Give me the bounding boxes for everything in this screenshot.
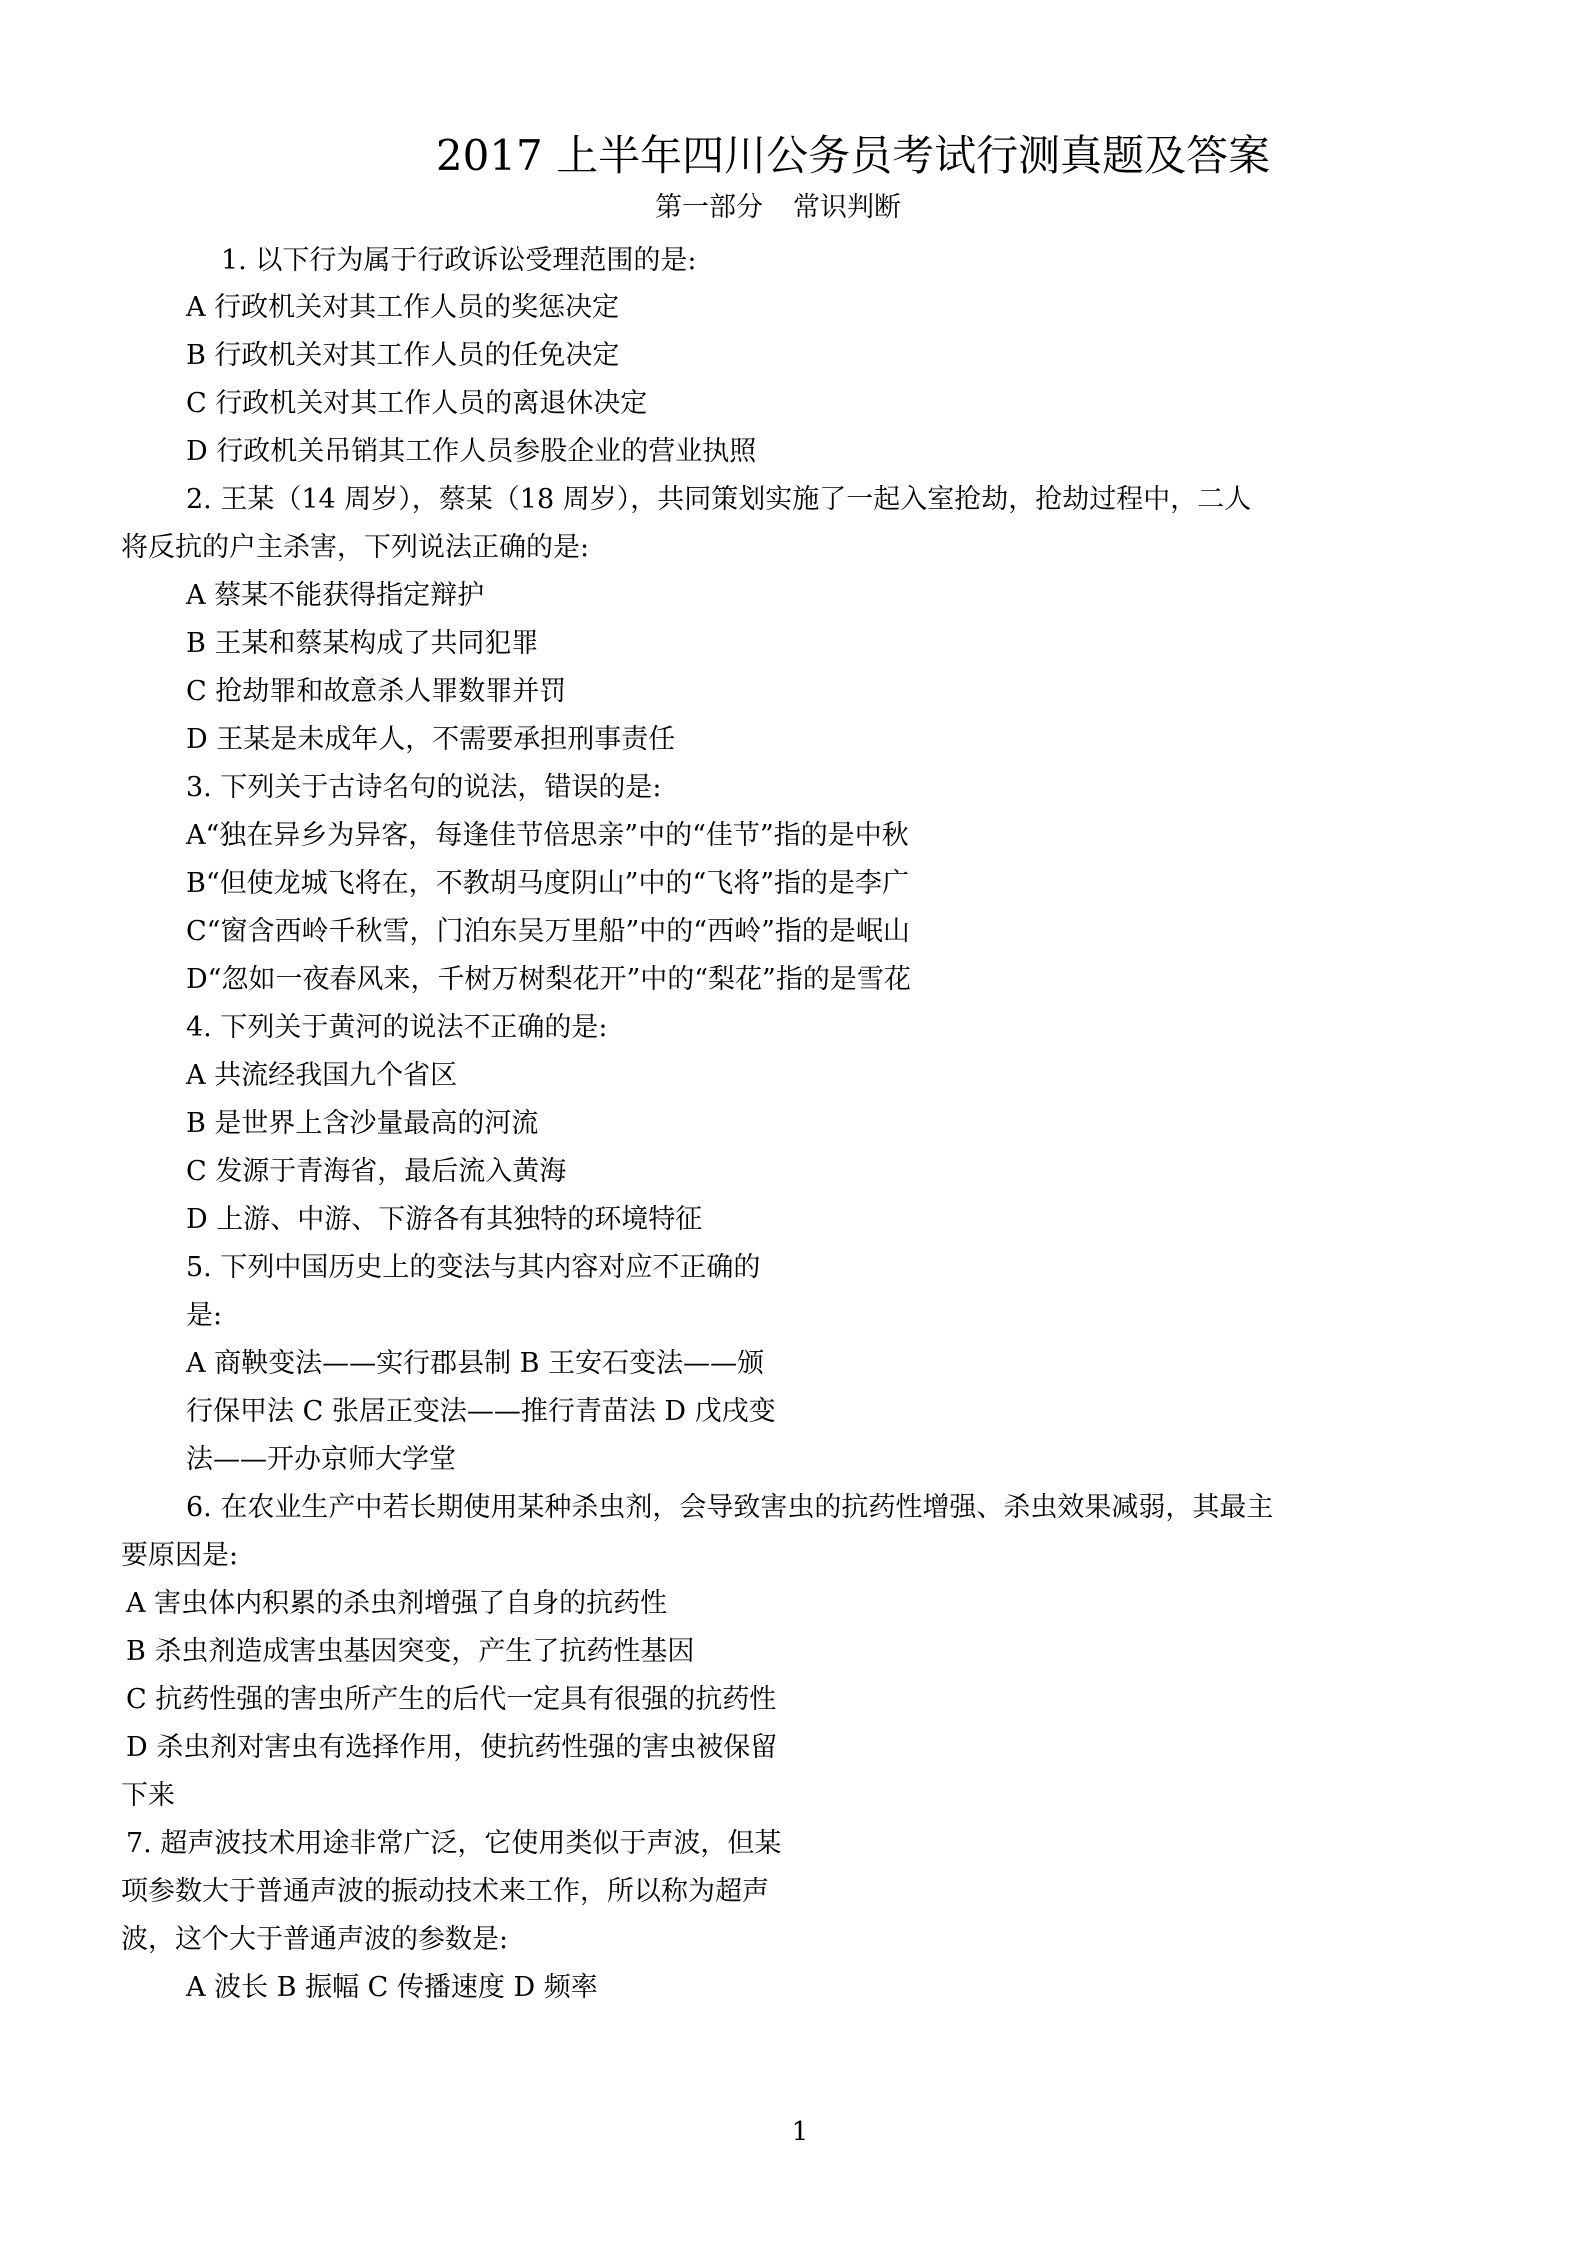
question-1-option-b: B 行政机关对其工作人员的任免决定	[186, 340, 620, 371]
question-3-option-c: C“窗含西岭千秋雪，门泊东吴万里船”中的“西岭”指的是岷山	[186, 916, 910, 947]
page-number: 1	[791, 2117, 809, 2147]
question-6-option-c: C 抗药性强的害虫所产生的后代一定具有很强的抗药性	[126, 1684, 777, 1715]
question-7-stem-continued-2: 波，这个大于普通声波的参数是:	[121, 1924, 509, 1955]
question-1-stem: 1. 以下行为属于行政诉讼受理范围的是:	[221, 245, 697, 276]
question-2-option-a: A 蔡某不能获得指定辩护	[186, 580, 485, 611]
question-2-option-d: D 王某是未成年人，不需要承担刑事责任	[186, 724, 676, 755]
question-7-stem-continued-1: 项参数大于普通声波的振动技术来工作，所以称为超声	[121, 1876, 769, 1907]
section-name: 常识判断	[793, 192, 901, 223]
page-title: 2017 上半年四川公务员考试行测真题及答案	[435, 131, 1271, 180]
question-6-option-d-continued: 下来	[121, 1780, 175, 1811]
question-1-option-a: A 行政机关对其工作人员的奖惩决定	[186, 292, 620, 323]
question-6-option-a: A 害虫体内积累的杀虫剂增强了自身的抗药性	[126, 1588, 668, 1619]
question-5-stem-continued: 是:	[186, 1300, 223, 1331]
question-1-option-c: C 行政机关对其工作人员的离退休决定	[186, 388, 648, 419]
question-2-stem: 2. 王某（14 周岁），蔡某（18 周岁），共同策划实施了一起入室抢劫，抢劫过程中，二人	[186, 484, 1252, 515]
question-7-stem: 7. 超声波技术用途非常广泛，它使用类似于声波，但某	[126, 1828, 782, 1859]
question-2-stem-continued: 将反抗的户主杀害，下列说法正确的是:	[121, 532, 590, 563]
question-6-stem-continued: 要原因是:	[121, 1540, 239, 1571]
question-1-option-d: D 行政机关吊销其工作人员参股企业的营业执照	[186, 436, 757, 467]
question-6-option-d: D 杀虫剂对害虫有选择作用，使抗药性强的害虫被保留	[126, 1732, 778, 1763]
question-4-option-c: C 发源于青海省，最后流入黄海	[186, 1156, 567, 1187]
question-4-option-b: B 是世界上含沙量最高的河流	[186, 1108, 539, 1139]
question-5-options-line-1: A 商鞅变法——实行郡县制 B 王安石变法——颁	[186, 1348, 765, 1379]
question-3-stem: 3. 下列关于古诗名句的说法，错误的是:	[186, 772, 662, 803]
question-3-option-b: B“但使龙城飞将在，不教胡马度阴山”中的“飞将”指的是李广	[186, 868, 910, 899]
section-part: 第一部分	[655, 192, 763, 223]
section-heading	[655, 188, 901, 228]
question-4-option-d: D 上游、中游、下游各有其独特的环境特征	[186, 1204, 703, 1235]
question-2-option-b: B 王某和蔡某构成了共同犯罪	[186, 628, 539, 659]
question-4-stem: 4. 下列关于黄河的说法不正确的是:	[186, 1012, 608, 1043]
question-3-option-a: A“独在异乡为异客，每逢佳节倍思亲”中的“佳节”指的是中秋	[186, 820, 909, 851]
question-5-options-line-2: 行保甲法 C 张居正变法——推行青苗法 D 戊戌变	[186, 1396, 776, 1427]
question-6-option-b: B 杀虫剂造成害虫基因突变，产生了抗药性基因	[126, 1636, 695, 1667]
question-5-options-line-3: 法——开办京师大学堂	[186, 1444, 456, 1475]
question-7-options: A 波长 B 振幅 C 传播速度 D 频率	[186, 1972, 598, 2003]
question-2-option-c: C 抢劫罪和故意杀人罪数罪并罚	[186, 676, 567, 707]
question-5-stem: 5. 下列中国历史上的变法与其内容对应不正确的	[186, 1252, 761, 1283]
question-6-stem: 6. 在农业生产中若长期使用某种杀虫剂，会导致害虫的抗药性增强、杀虫效果减弱，其最主	[186, 1492, 1274, 1523]
question-4-option-a: A 共流经我国九个省区	[186, 1060, 458, 1091]
question-3-option-d: D“忽如一夜春风来，千树万树梨花开”中的“梨花”指的是雪花	[186, 964, 911, 995]
